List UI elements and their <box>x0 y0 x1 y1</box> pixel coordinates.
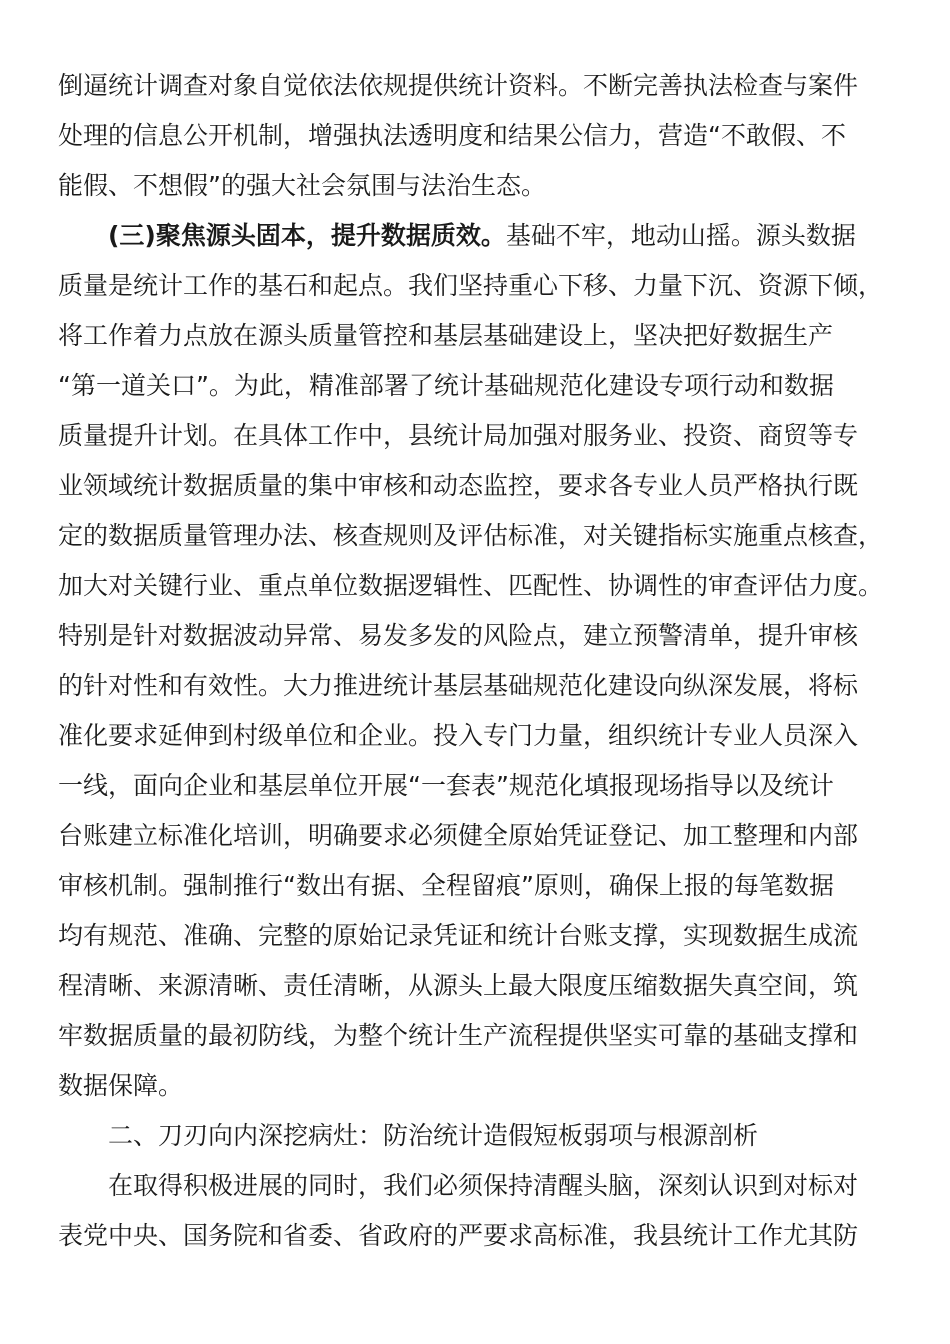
text-line: 均有规范、准确、完整的原始记录凭证和统计台账支撑，实现数据生成流 <box>58 921 859 950</box>
text-line: 牢数据质量的最初防线，为整个统计生产流程提供坚实可靠的基础支撑和 <box>58 1021 859 1050</box>
text-line: 处理的信息公开机制，增强执法透明度和结果公信力，营造“不敢假、不 <box>58 121 846 150</box>
text-line: 准化要求延伸到村级单位和企业。投入专门力量，组织统计专业人员深入 <box>58 721 859 750</box>
subsection-lead-text: 基础不牢，地动山摇。源头数据 <box>505 221 856 250</box>
text-line: 质量提升计划。在具体工作中，县统计局加强对服务业、投资、商贸等专 <box>58 421 859 450</box>
text-line: 一线，面向企业和基层单位开展“一套表”规范化填报现场指导以及统计 <box>58 771 834 800</box>
text-line: 表党中央、国务院和省委、省政府的严要求高标准，我县统计工作尤其防 <box>58 1221 859 1250</box>
text-line: 程清晰、来源清晰、责任清晰，从源头上最大限度压缩数据失真空间，筑 <box>58 971 859 1000</box>
section-heading: 二、刀刃向内深挖病灶：防治统计造假短板弱项与根源剖析 <box>108 1121 759 1150</box>
text-line: 将工作着力点放在源头质量管控和基层基础建设上，坚决把好数据生产 <box>58 321 834 350</box>
text-line: 特别是针对数据波动异常、易发多发的风险点，建立预警清单，提升审核 <box>58 621 859 650</box>
text-line: 的针对性和有效性。大力推进统计基层基础规范化建设向纵深发展，将标 <box>58 671 859 700</box>
paragraph-line <box>108 216 898 256</box>
paragraph-line: 在取得积极进展的同时，我们必须保持清醒头脑，深刻认识到对标对 <box>108 1171 859 1200</box>
text-line: 倒逼统计调查对象自觉依法依规提供统计资料。不断完善执法检查与案件 <box>58 71 859 100</box>
text-line: 台账建立标准化培训，明确要求必须健全原始凭证登记、加工整理和内部 <box>58 821 859 850</box>
text-line: 能假、不想假”的强大社会氛围与法治生态。 <box>58 171 546 200</box>
text-line: 加大对关键行业、重点单位数据逻辑性、匹配性、协调性的审查评估力度。 <box>58 571 884 600</box>
text-line: 审核机制。强制推行“数出有据、全程留痕”原则，确保上报的每笔数据 <box>58 871 834 900</box>
text-line: 定的数据质量管理办法、核查规则及评估标准，对关键指标实施重点核查， <box>58 521 884 550</box>
subsection-heading: (三)聚焦源头固本，提升数据质效。 <box>108 221 506 250</box>
text-line: 数据保障。 <box>58 1071 184 1100</box>
text-line: “第一道关口”。为此，精准部署了统计基础规范化建设专项行动和数据 <box>58 371 834 400</box>
text-line: 业领域统计数据质量的集中审核和动态监控，要求各专业人员严格执行既 <box>58 471 859 500</box>
text-line: 质量是统计工作的基石和起点。我们坚持重心下移、力量下沉、资源下倾， <box>58 271 884 300</box>
